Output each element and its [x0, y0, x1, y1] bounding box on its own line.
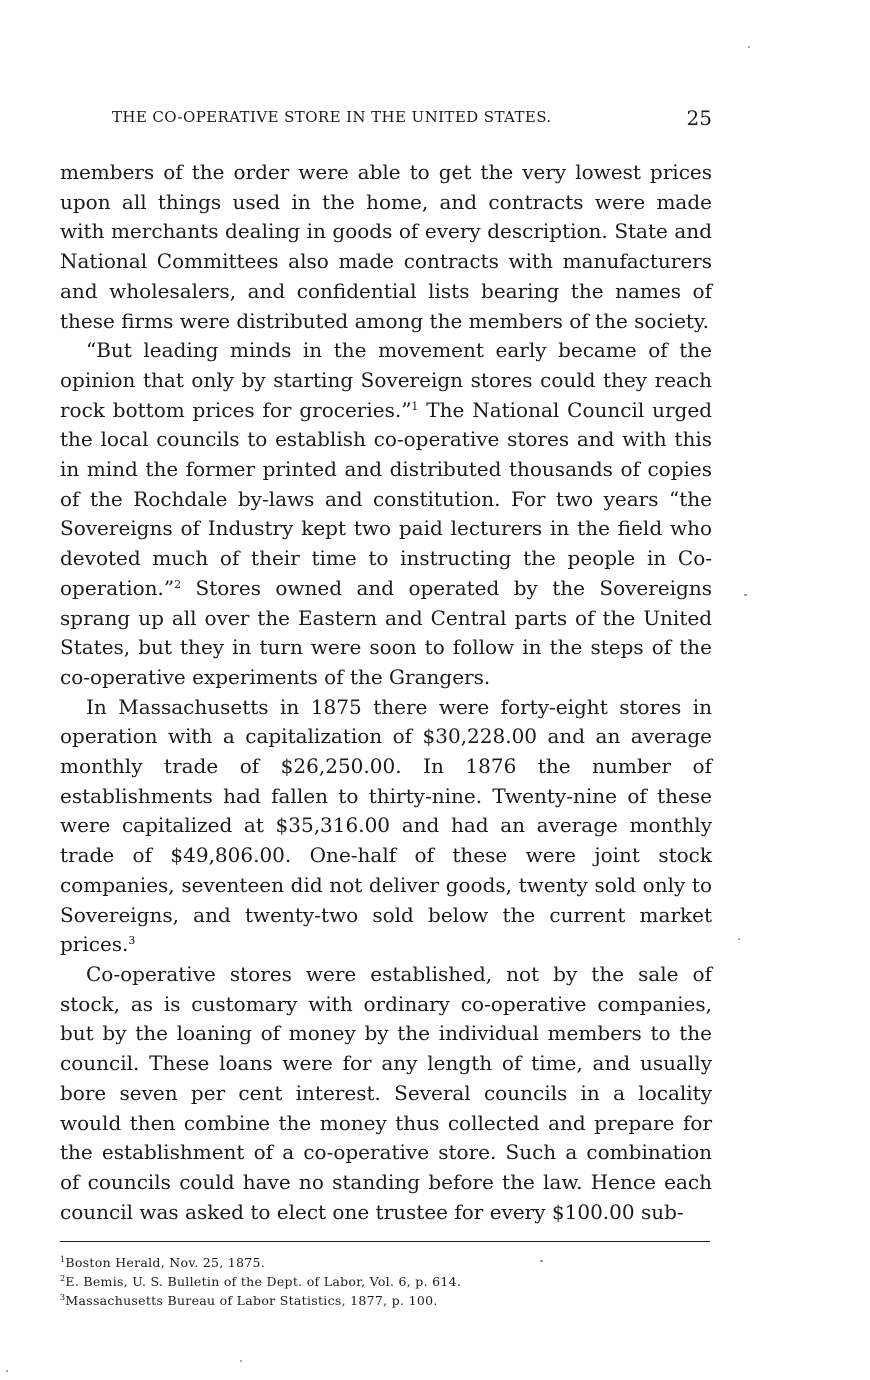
footnote-rule [60, 1241, 710, 1242]
footnote-mark: 2 [60, 1274, 66, 1283]
paragraph-1-text: members of the order were able to get the very lowest prices upon all things used in the home, and contracts were made with merchants dealing in goods of every description. State and National Committees also made contracts with manufacturers and wholesalers, and confidential lists bearing the names of these firms were distributed among the members of the society. [60, 160, 712, 333]
footnote-text: Boston Herald, Nov. 25, 1875. [65, 1255, 266, 1270]
footnote-3 [60, 1291, 710, 1310]
footnote-ref-1: 1 [411, 399, 419, 413]
footnote-text: Massachusetts Bureau of Labor Statistics, 1877, p. 100. [65, 1293, 438, 1308]
paragraph-3 [60, 693, 712, 960]
scan-speck [240, 1360, 242, 1362]
body-text [60, 158, 712, 1227]
footnote-1 [60, 1253, 710, 1272]
paragraph-2-text-c: Stores owned and operated by the Sovereigns sprang up all over the Eastern and Central parts of the United States, but they in turn were soon to follow in the steps of the co-operative experiments of the Grangers. [60, 575, 712, 689]
footnotes [60, 1253, 710, 1310]
footnote-ref-2: 2 [174, 577, 182, 591]
footnote-ref-3: 3 [128, 934, 136, 948]
footnote-2 [60, 1272, 710, 1291]
footnote-mark: 3 [60, 1293, 66, 1302]
paragraph-2-text-b: The National Council urged the local councils to establish co-operative stores and with this in mind the former printed and distributed thousands of copies of the Rochdale by-laws and constitution. For two years “the Sovereigns of Industry kept two paid lecturers in the field who devoted much of their time to instructing the people in Co-operation.” [60, 397, 712, 600]
paragraph-2-text-a: “But leading minds in the movement early became of the opinion that only by starting Sovereign stores could they reach rock bottom prices for groceries.” [60, 338, 712, 422]
scan-speck [6, 1370, 8, 1372]
scan-speck [738, 938, 740, 940]
paragraph-1 [60, 158, 712, 336]
paragraph-3-text: In Massachusetts in 1875 there were forty-eight stores in operation with a capitalization of $30,228.00 and an average monthly trade of $26,250.00. In 1876 the number of establishments had fallen to thirty-nine. Twenty-nine of these were capitalized at $35,316.00 and had an average monthly trade of $49,806.00. One-half of these were joint stock companies, seventeen did not deliver goods, twenty sold only to Sovereigns, and twenty-two sold below the current market prices. [60, 694, 712, 957]
scan-speck [748, 46, 750, 48]
scan-speck [744, 594, 747, 596]
running-head [60, 106, 720, 136]
scan-speck [540, 1260, 543, 1262]
page-number: 25 [686, 106, 712, 130]
paragraph-4-text: Co-operative stores were established, not by the sale of stock, as is customary with ordinary co-operative companies, but by the loaning of money by the individual members to the council. These loans were for any length of time, and usually bore seven per cent interest. Several councils in a locality would then combine the money thus collected and prepare for the establishment of a co-operative store. Such a combination of councils could have no standing before the law. Hence each council was asked to elect one trustee for every $100.00 sub- [60, 961, 712, 1224]
paragraph-4 [60, 960, 712, 1227]
running-title: THE CO-OPERATIVE STORE IN THE UNITED STATES. [112, 108, 552, 126]
paragraph-2 [60, 336, 712, 692]
footnote-text: E. Bemis, U. S. Bulletin of the Dept. of Labor, Vol. 6, p. 614. [65, 1274, 462, 1289]
footnote-mark: 1 [60, 1255, 66, 1264]
